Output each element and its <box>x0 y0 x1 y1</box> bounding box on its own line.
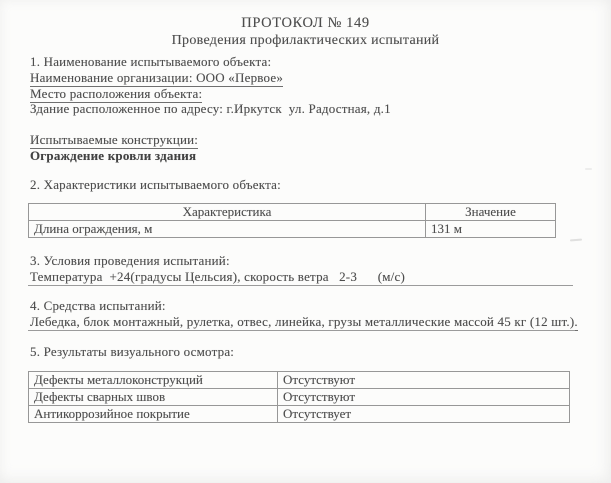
visual-inspection-table <box>28 371 570 423</box>
section4-heading: 4. Средства испытаний: <box>30 298 166 313</box>
location-label-text: Место расположения объекта: <box>30 86 203 101</box>
table-row <box>29 406 570 423</box>
defect-result-cell: Отсутствуют <box>278 372 570 389</box>
defect-result-cell: Отсутствуют <box>278 389 570 406</box>
conditions-line: Температура +24(градусы Цельсия), скорость ветра 2-3 (м/с) <box>30 269 405 284</box>
defect-type-cell: Дефекты сварных швов <box>29 389 278 406</box>
address-line: Здание расположенное по адресу: г.Иркутск ул. Радостная, д.1 <box>30 101 391 116</box>
document-subtitle: Проведения профилактических испытаний <box>171 33 440 48</box>
structures-label-line <box>30 132 198 148</box>
value-header-cell: Значение <box>426 204 556 221</box>
document-title: ПРОТОКОЛ № 149 <box>241 15 370 31</box>
characteristic-value-cell: 131 м <box>426 221 556 238</box>
defect-type-cell: Антикоррозийное покрытие <box>29 406 278 423</box>
scan-smudge <box>585 168 592 170</box>
means-underline-rule <box>28 330 575 331</box>
organization-line <box>30 70 283 86</box>
characteristics-header-row <box>29 204 556 221</box>
structures-value: Ограждение кровли здания <box>30 148 197 163</box>
means-line <box>30 314 578 330</box>
table-row <box>29 221 556 238</box>
characteristics-header-cell: Характеристика <box>29 204 426 221</box>
defect-result-cell: Отсутствует <box>278 406 570 423</box>
defect-type-cell: Дефекты металлоконструкций <box>29 372 278 389</box>
section5-heading: 5. Результаты визуального осмотра: <box>30 344 235 359</box>
location-label-line <box>30 86 202 102</box>
section2-heading: 2. Характеристики испытываемого объекта: <box>30 177 281 192</box>
organization-text: Наименование организации: ООО «Первое» <box>30 70 284 85</box>
section1-heading: 1. Наименование испытываемого объекта: <box>30 54 272 69</box>
table-row <box>29 372 570 389</box>
characteristic-name-cell: Длина ограждения, м <box>29 221 426 238</box>
means-text: Лебедка, блок монтажный, рулетка, отвес, линейка, грузы металлические массой 45 кг (12 шт.). <box>30 314 578 329</box>
section3-heading: 3. Условия проведения испытаний: <box>30 253 230 268</box>
structures-label-text: Испытываемые конструкции: <box>30 132 199 147</box>
scan-smudge <box>570 239 582 242</box>
conditions-underline-rule <box>28 285 573 286</box>
table-row <box>29 389 570 406</box>
characteristics-table <box>28 203 556 238</box>
